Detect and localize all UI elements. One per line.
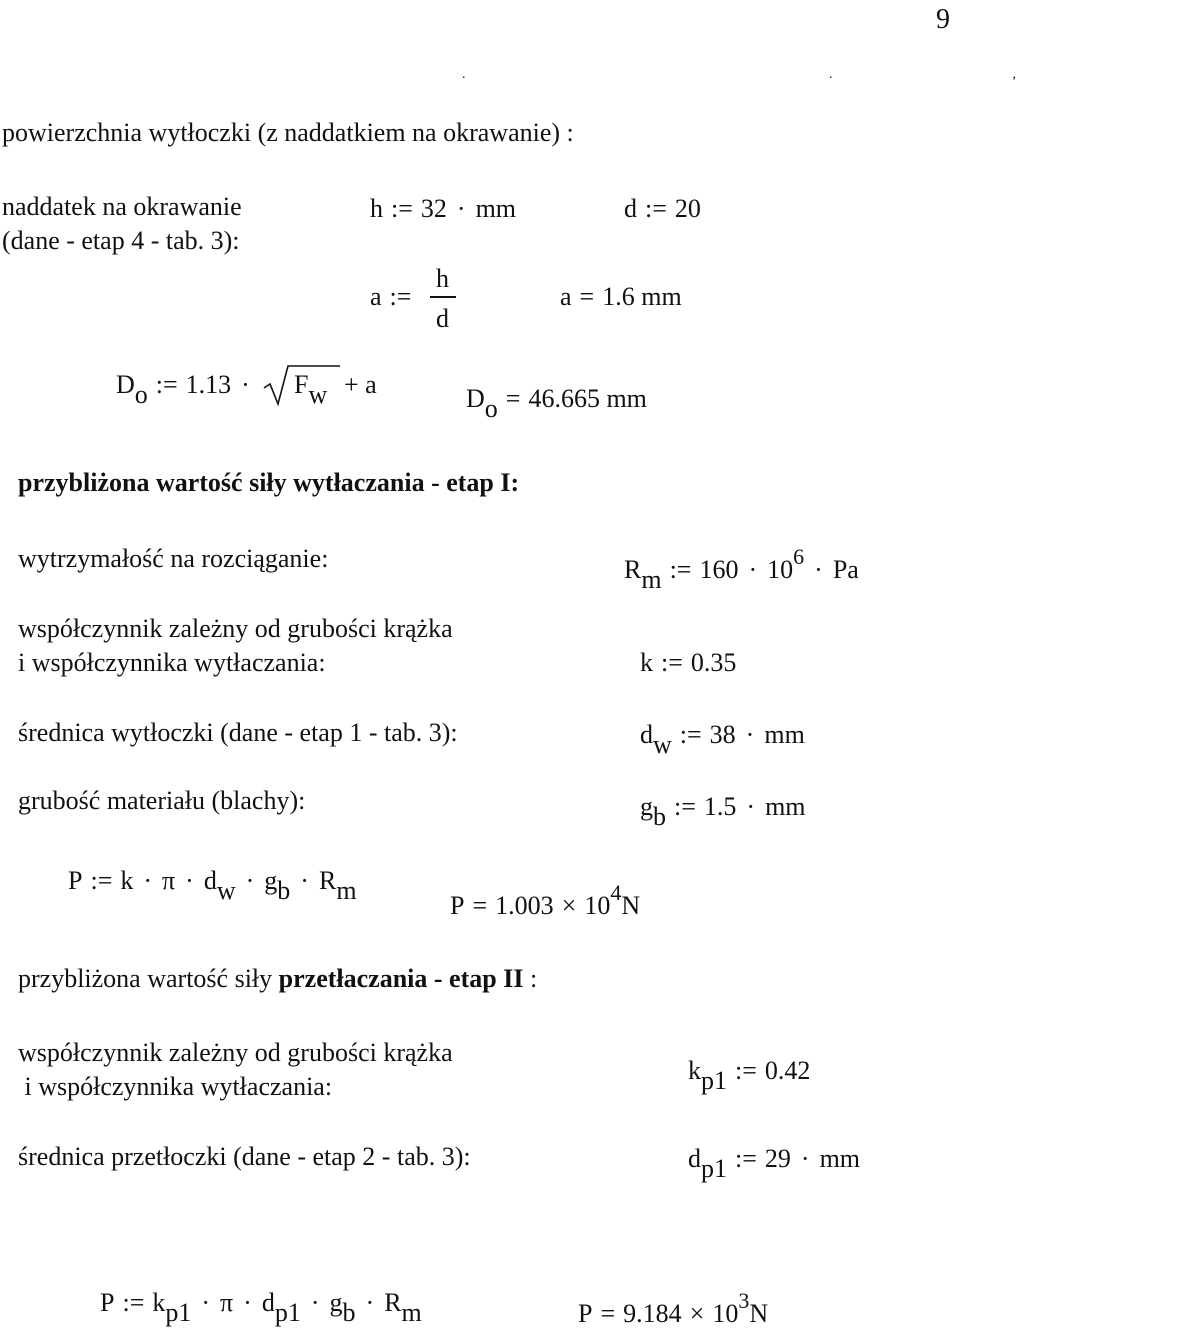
P1-k: k <box>120 866 134 895</box>
P2-k-sub: p1 <box>165 1298 192 1327</box>
P1-op: := <box>90 866 113 895</box>
P2-result-exp: 3 <box>738 1288 750 1313</box>
Do-assign-lhs: $D_o$ := 1.13 · <box>116 370 250 409</box>
rm-value: 160 <box>699 555 739 584</box>
Do-result-var: D <box>466 384 485 413</box>
P2-k: k <box>152 1288 166 1317</box>
k-label-line1: współczynnik zależny od grubości krążka <box>18 614 453 643</box>
dw-assignment: $d_w$ := 38 · mm <box>640 720 805 759</box>
dp1-unit: mm <box>819 1144 861 1173</box>
P2-pi: π <box>220 1288 234 1317</box>
dp1-value: 29 <box>764 1144 791 1173</box>
header-marks: . ., <box>462 67 1196 82</box>
h-value: 32 <box>420 194 447 223</box>
rm-exp: 6 <box>793 544 805 569</box>
gb-value: 1.5 <box>703 792 737 821</box>
k-op: := <box>661 648 683 677</box>
Do-coef: 1.13 <box>185 370 232 399</box>
a-denominator: d <box>436 304 449 333</box>
Do-plus-term <box>344 372 377 398</box>
a-result-var: a <box>560 282 572 311</box>
fraction-bar <box>430 296 456 298</box>
P2-var: P <box>100 1288 115 1317</box>
P2-formula: P := $k_{p1} \cdot \pi \cdot d_{p1} \cdot g_b \cdot R_m$ <box>100 1288 422 1327</box>
dw-var: d <box>640 720 653 749</box>
gb-unit: mm <box>765 792 806 821</box>
section3-title-colon: : <box>523 964 538 993</box>
radicand-var: F <box>294 370 309 399</box>
rm-label: wytrzymałość na rozciąganie: <box>18 544 329 573</box>
rm-op: := <box>669 555 692 584</box>
P1-result-times: × <box>561 891 577 920</box>
k-var: k <box>640 648 653 677</box>
dw-unit: mm <box>764 720 805 749</box>
Do-var: D <box>116 370 135 399</box>
d-value: 20 <box>674 194 701 223</box>
rm-unit: Pa <box>832 555 859 584</box>
a-result <box>560 284 682 310</box>
rm-base: 10 <box>767 555 794 584</box>
P1-result-exp: 4 <box>610 880 622 905</box>
a-result-op: = <box>579 282 595 311</box>
Do-result-value: 46.665 <box>528 384 600 413</box>
kp1-sub: p1 <box>701 1066 727 1095</box>
P1-result-base: 10 <box>584 891 611 920</box>
section2-title: przybliżona wartość siły wytłaczania - etap I: <box>18 468 520 497</box>
d-assign-op: := <box>645 194 667 223</box>
P1-result-var: P <box>450 891 465 920</box>
P2-result-op: = <box>600 1299 616 1328</box>
P2-result-mantissa: 9.184 <box>623 1299 682 1328</box>
kp1-value: 0.42 <box>764 1056 811 1085</box>
h-assignment: h := 32 · mm <box>370 194 517 223</box>
Do-sub: o <box>134 380 148 409</box>
k-assignment <box>640 650 736 676</box>
dw-sub: w <box>653 730 672 759</box>
Do-result-op: = <box>505 384 521 413</box>
gb-label: grubość materiału (blachy): <box>18 786 306 815</box>
P2-result-base: 10 <box>712 1299 739 1328</box>
kp1-var: k <box>688 1056 701 1085</box>
naddatek-label-line1: naddatek na okrawanie <box>2 192 242 221</box>
kp1-label-line2: i współczynnika wytłaczania: <box>18 1072 333 1101</box>
gb-sub: b <box>653 802 666 831</box>
dw-value: 38 <box>709 720 736 749</box>
dp1-sub: p1 <box>701 1154 727 1183</box>
dp1-op: := <box>735 1144 757 1173</box>
gb-op: := <box>674 792 696 821</box>
P2-result-times: × <box>689 1299 705 1328</box>
P1-pi: π <box>162 866 176 895</box>
a-numerator: h <box>436 264 449 293</box>
h-var: h <box>370 194 383 223</box>
page-number: 9 <box>936 4 950 35</box>
kp1-op: := <box>735 1056 757 1085</box>
k-value: 0.35 <box>690 648 737 677</box>
plus-sign: + <box>344 370 359 399</box>
P1-g: g <box>264 866 278 895</box>
P2-result-var: P <box>578 1299 593 1328</box>
P2-g: g <box>329 1288 343 1317</box>
P1-result-mantissa: 1.003 <box>495 891 554 920</box>
radicand-sub: w <box>308 380 328 409</box>
P2-op: := <box>122 1288 145 1317</box>
naddatek-label-line2: (dane - etap 4 - tab. 3): <box>2 226 240 255</box>
P1-g-sub: b <box>277 876 291 905</box>
dw-op: := <box>679 720 702 749</box>
P1-d: d <box>203 866 217 895</box>
a-result-value: 1.6 <box>602 282 635 311</box>
section3-title-bold: przetłaczania - etap II <box>278 964 524 993</box>
kp1-label-line1: współczynnik zależny od grubości krążka <box>18 1038 453 1067</box>
section3-title <box>18 966 537 992</box>
kp1-assignment <box>688 1058 810 1094</box>
P2-R-sub: m <box>401 1298 422 1327</box>
dw-label: średnica wytłoczki (dane - etap 1 - tab. 3): <box>18 718 458 747</box>
dp1-label: średnica przetłoczki (dane - etap 2 - tab. 3): <box>18 1142 471 1171</box>
section1-title: powierzchnia wytłoczki (z naddatkiem na okrawanie) : <box>2 118 574 147</box>
P1-result-op: = <box>472 891 488 920</box>
P2-result-unit: N <box>749 1299 769 1328</box>
a-assign-lhs <box>370 284 419 310</box>
P2-d: d <box>261 1288 275 1317</box>
P2-d-sub: p1 <box>274 1298 301 1327</box>
d-assignment <box>624 196 701 222</box>
a-var: a <box>370 282 382 311</box>
a-result-unit: mm <box>641 282 682 311</box>
h-assign-op: := <box>391 194 413 223</box>
h-unit: mm <box>475 194 517 223</box>
P2-g-sub: b <box>342 1298 356 1327</box>
P1-d-sub: w <box>216 876 236 905</box>
Do-assign-op: := <box>155 370 178 399</box>
section3-title-normal: przybliżona wartość siły <box>18 964 279 993</box>
rm-sub: m <box>641 565 662 594</box>
P2-result <box>578 1290 768 1327</box>
a-assign-op: := <box>389 282 412 311</box>
dp1-var: d <box>688 1144 701 1173</box>
Do-result-sub: o <box>484 394 498 423</box>
k-label-line2: i współczynnika wytłaczania: <box>18 648 326 677</box>
P2-R: R <box>384 1288 402 1317</box>
gb-var: g <box>640 792 653 821</box>
Do-radicand <box>294 372 327 408</box>
P1-formula: P := $k \cdot \pi \cdot d_w \cdot g_b \cdot R_m$ <box>68 866 357 905</box>
Do-term: a <box>365 370 377 399</box>
rm-var: R <box>624 555 642 584</box>
d-var: d <box>624 194 637 223</box>
P1-var: P <box>68 866 83 895</box>
P1-result-unit: N <box>621 891 641 920</box>
Do-result-unit: mm <box>606 384 647 413</box>
P1-R: R <box>318 866 337 895</box>
rm-assignment: $R_m$ := $160 \cdot 10^6 \cdot Pa$ <box>624 544 859 594</box>
P1-result <box>450 882 640 919</box>
dp1-assignment: $d_{p1}$ := 29 · mm <box>688 1144 861 1183</box>
P1-R-sub: m <box>336 876 357 905</box>
gb-assignment: $g_b$ := 1.5 · mm <box>640 792 806 831</box>
Do-result <box>466 386 647 422</box>
